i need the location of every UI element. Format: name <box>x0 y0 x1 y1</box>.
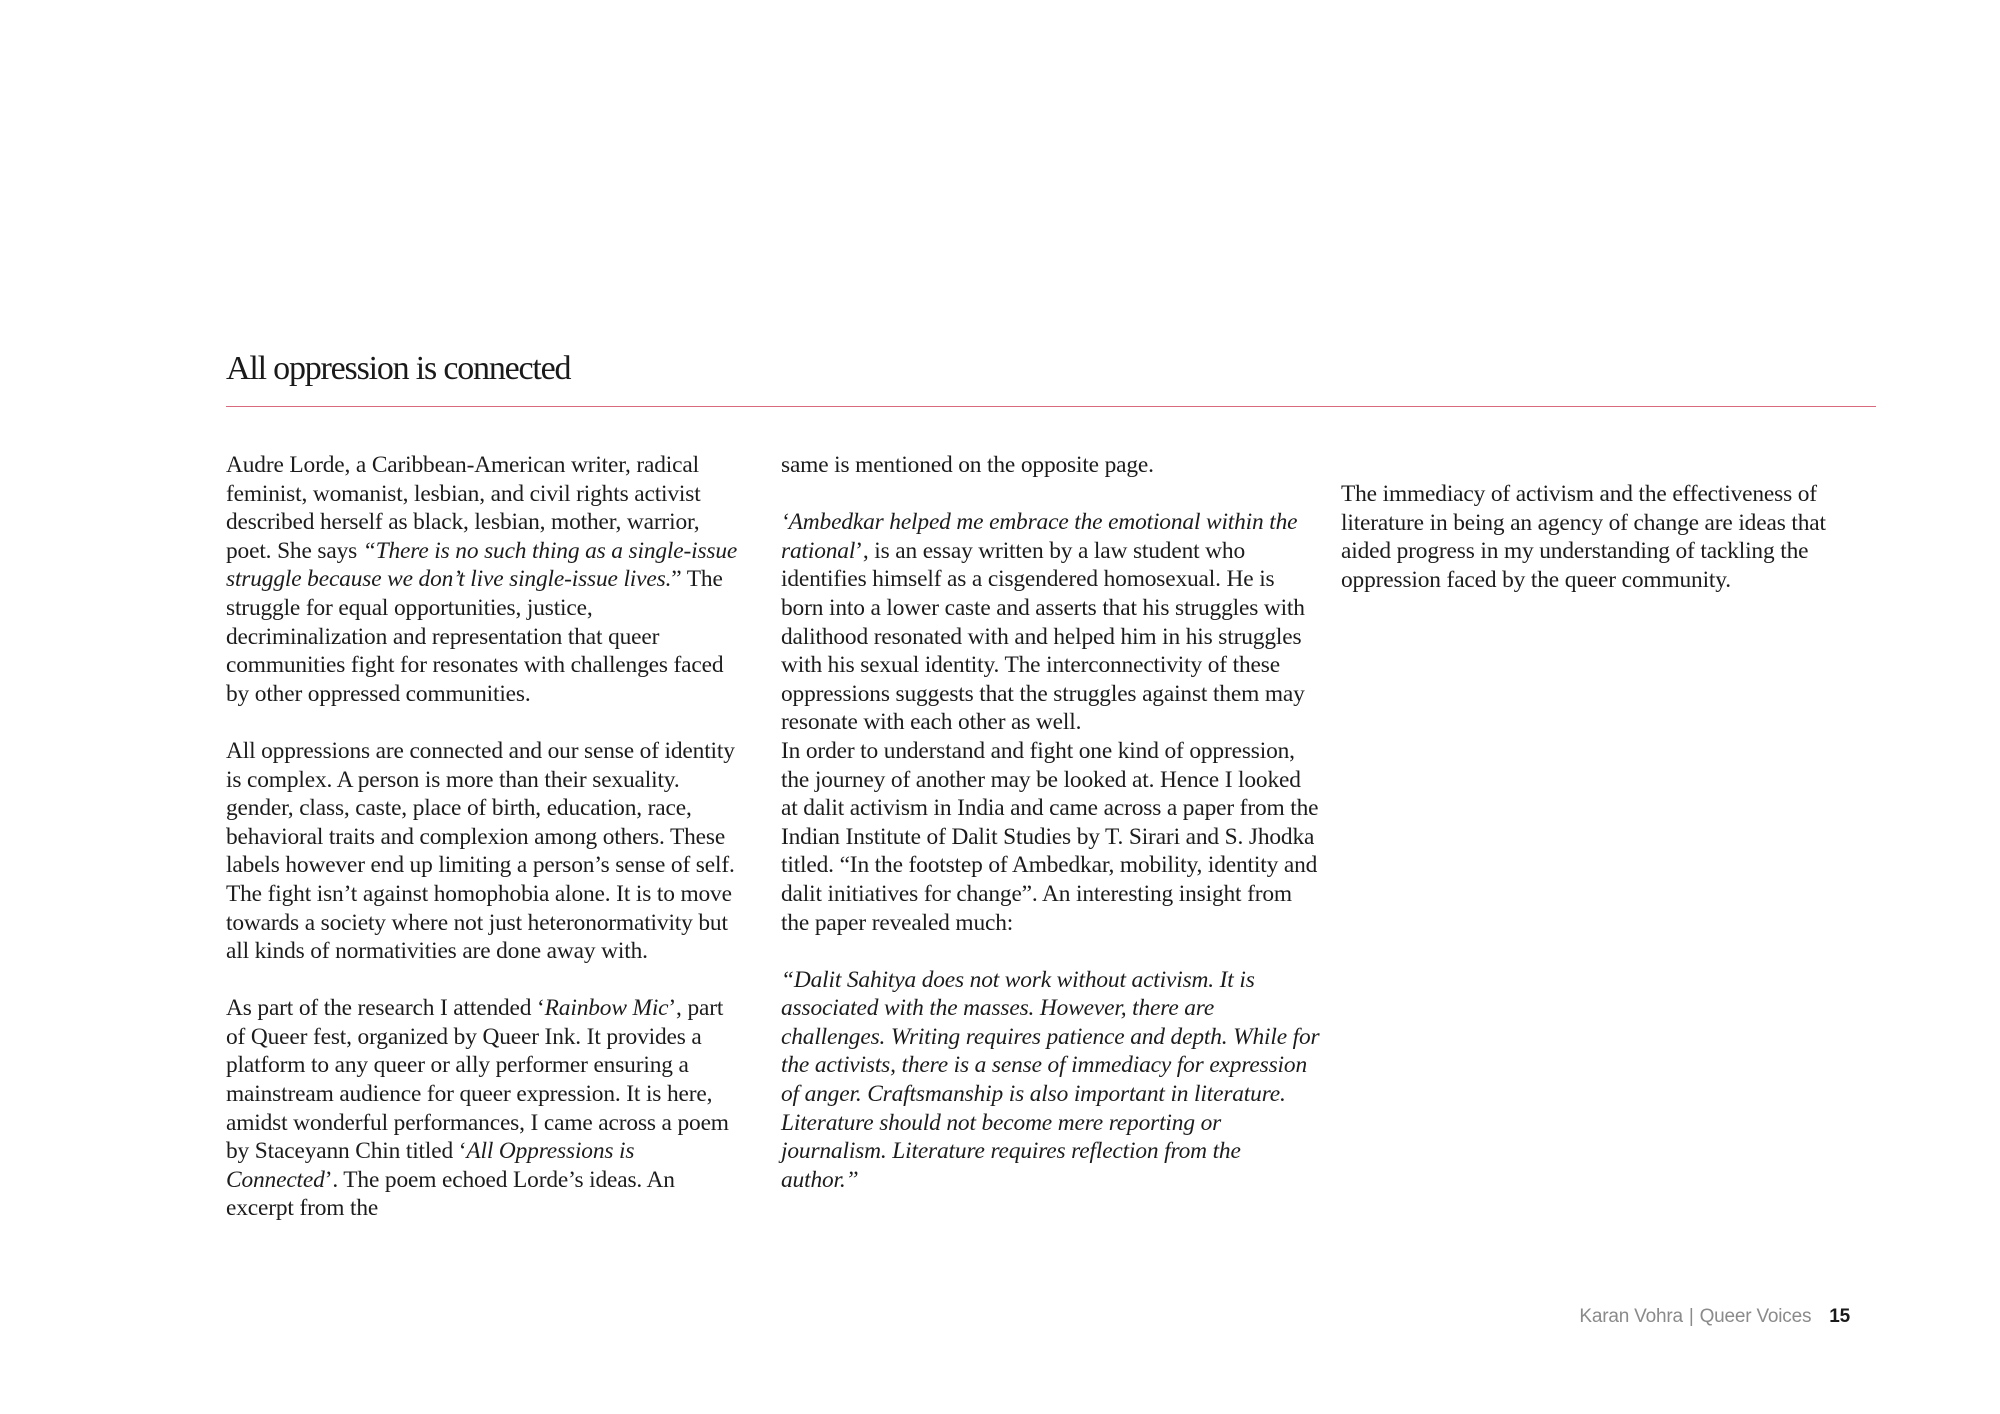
footer-separator: | <box>1688 1306 1694 1327</box>
paragraph-immediacy-of-activism: The immediacy of activism and the effectiveness of literature in being an agency of change are ideas that aided progress in my understanding of tackling the oppression faced by the queer community. <box>1341 481 1826 593</box>
paragraph-rainbow-mic <box>226 994 746 1223</box>
text: ’, part of Queer fest, organized by Queer Ink. It provides a platform to any queer or ally performer ensuring a mainstream audience for queer expression. It is here, amidst wonderful performances, I came across a poem by Staceyann Chin titled ‘ <box>226 995 729 1165</box>
lorde-quote: “There is no such thing as a single-issue struggle because we don’t live single-issue lives. <box>226 537 738 593</box>
title-divider <box>226 406 1876 407</box>
text-column-2 <box>781 451 1321 1194</box>
paragraph-oppressions-connected: All oppressions are connected and our sense of identity is complex. A person is more than their sexuality. gender, class, caste, place of birth, education, race, behavioral traits and complexion among others. These labels however end up limiting a person’s sense of self. The fight isn’t against homophobia alone. It is to move towards a society where not just heteronormativity but all kinds of normativities are done away with. <box>226 737 735 965</box>
page-title: All oppression is connected <box>226 350 571 387</box>
text: ’, is an essay written by a law student who identifies himself as a cisgendered homosexual. He is born into a lower caste and asserts that his struggles with dalithood resonated with and helped him in his struggles with his sexual identity. The interconnectivity of these oppressions suggests that the struggles against them may resonate with each other as well. <box>781 537 1305 736</box>
essay-title: ‘Ambedkar helped me embrace the emotional within the rational <box>781 509 1298 564</box>
page-footer <box>1579 1306 1850 1328</box>
event-name: Rainbow Mic <box>544 995 669 1022</box>
text-column-1 <box>226 451 746 1223</box>
footer-author: Karan Vohra <box>1579 1306 1683 1327</box>
footer-publication: Queer Voices <box>1699 1306 1812 1327</box>
text: ’. The poem echoed Lorde’s ideas. An excerpt from the <box>226 1166 675 1222</box>
text: As part of the research I attended ‘ <box>226 995 545 1022</box>
paragraph-continuation: same is mentioned on the opposite page. <box>781 452 1154 478</box>
page-number: 15 <box>1829 1306 1850 1327</box>
quote-text: “Dalit Sahitya does not work without activism. It is associated with the masses. However, there are challenges. Writing requires patience and depth. While for the activists, there is a sense of immediacy for expression of anger. Craftsmanship is also important in literature. Literature should not become mere reporting or journalism. Literature requires reflection from the author.” <box>781 966 1320 1193</box>
text-column-3 <box>1341 480 1861 594</box>
dalit-sahitya-quote <box>781 966 1321 1195</box>
poem-title: All Oppressions is Connected <box>226 1138 635 1193</box>
paragraph-audre-lorde <box>226 451 746 708</box>
text: ” The struggle for equal opportunities, justice, decriminalization and representation that queer communities fight for resonates with challenges faced by other oppressed communities. <box>226 566 724 707</box>
text: Audre Lorde, a Caribbean-American writer, radical feminist, womanist, lesbian, and civil rights activist described herself as black, lesbian, mother, warrior, poet. She says <box>226 452 701 564</box>
paragraph-ambedkar-essay <box>781 508 1321 737</box>
paragraph-dalit-activism: In order to understand and fight one kind of oppression, the journey of another may be looked at. Hence I looked at dalit activism in India and came across a paper from the Indian Institute of Dalit Studies by T. Sirari and S. Jhodka titled. “In the footstep of Ambedkar, mobility, identity and dalit initiatives for change”. An interesting insight from the paper revealed much: <box>781 737 1319 936</box>
